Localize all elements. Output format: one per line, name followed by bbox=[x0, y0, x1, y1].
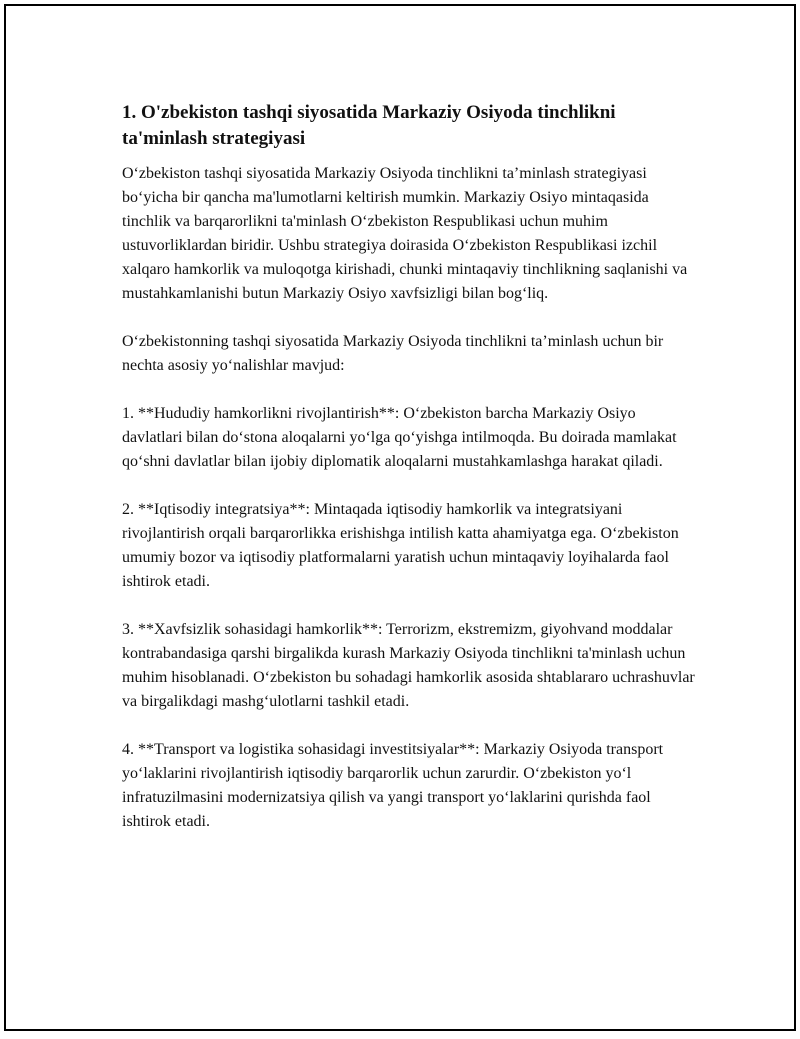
document-body bbox=[122, 100, 700, 858]
list-item-economic-integration: 2. **Iqtisodiy integratsiya**: Mintaqada iqtisodiy hamkorlik va integratsiyani rivojlantirish orqali barqarorlikka erishishga intilish katta ahamiyatga ega. O‘zbekiston umumiy bozor va iqtisodiy platformalarni yaratish uchun mintaqaviy loyihalarda faol ishtirok etadi. bbox=[122, 501, 679, 590]
directions-intro-paragraph: O‘zbekistonning tashqi siyosatida Markaziy Osiyoda tinchlikni ta’minlash uchun bir nechta asosiy yo‘nalishlar mavjud: bbox=[122, 333, 664, 374]
document-page bbox=[4, 4, 796, 1031]
list-item-regional-cooperation: 1. **Hududiy hamkorlikni rivojlantirish**: O‘zbekiston barcha Markaziy Osiyo davlatlari bilan do‘stona aloqalarni yo‘lga qo‘yishga intilmoqda. Bu doirada mamlakat qo‘shni davlatlar bilan ijobiy diplomatik aloqalarni mustahkamlashga harakat qiladi. bbox=[122, 405, 677, 470]
list-item-transport-logistics: 4. **Transport va logistika sohasidagi investitsiyalar**: Markaziy Osiyoda transport yo‘laklarini rivojlantirish iqtisodiy barqarorlik uchun zarurdir. O‘zbekiston yo‘l infratuzilmasini modernizatsiya qilish va yangi transport yo‘laklarini qurishda faol ishtirok etadi. bbox=[122, 741, 664, 830]
list-item-security-cooperation: 3. **Xavfsizlik sohasidagi hamkorlik**: Terrorizm, ekstremizm, giyohvand moddalar kontrabandasiga qarshi birgalikda kurash Markaziy Osiyoda tinchlikni ta'minlash uchun muhim hisoblanadi. O‘zbekiston bu sohadagi hamkorlik asosida shtablararo uchrashuvlar va birgalikdagi mashg‘ulotlarni tashkil etadi. bbox=[122, 621, 695, 710]
section-heading: 1. O'zbekiston tashqi siyosatida Markaziy Osiyoda tinchlikni ta'minlash strategiyasi bbox=[122, 102, 616, 149]
intro-paragraph: O‘zbekiston tashqi siyosatida Markaziy Osiyoda tinchlikni ta’minlash strategiyasi bo‘yicha bir qancha ma'lumotlarni keltirish mumkin. Markaziy Osiyo mintaqasida tinchlik va barqarorlikni ta'minlash O‘zbekiston Respublikasi uchun muhim ustuvorliklardan biridir. Ushbu strategiya doirasida O‘zbekiston Respublikasi izchil xalqaro hamkorlik va muloqotga kirishadi, chunki mintaqaviy tinchlikning saqlanishi va mustahkamlanishi butun Markaziy Osiyo xavfsizligi bilan bog‘liq. bbox=[122, 165, 688, 302]
